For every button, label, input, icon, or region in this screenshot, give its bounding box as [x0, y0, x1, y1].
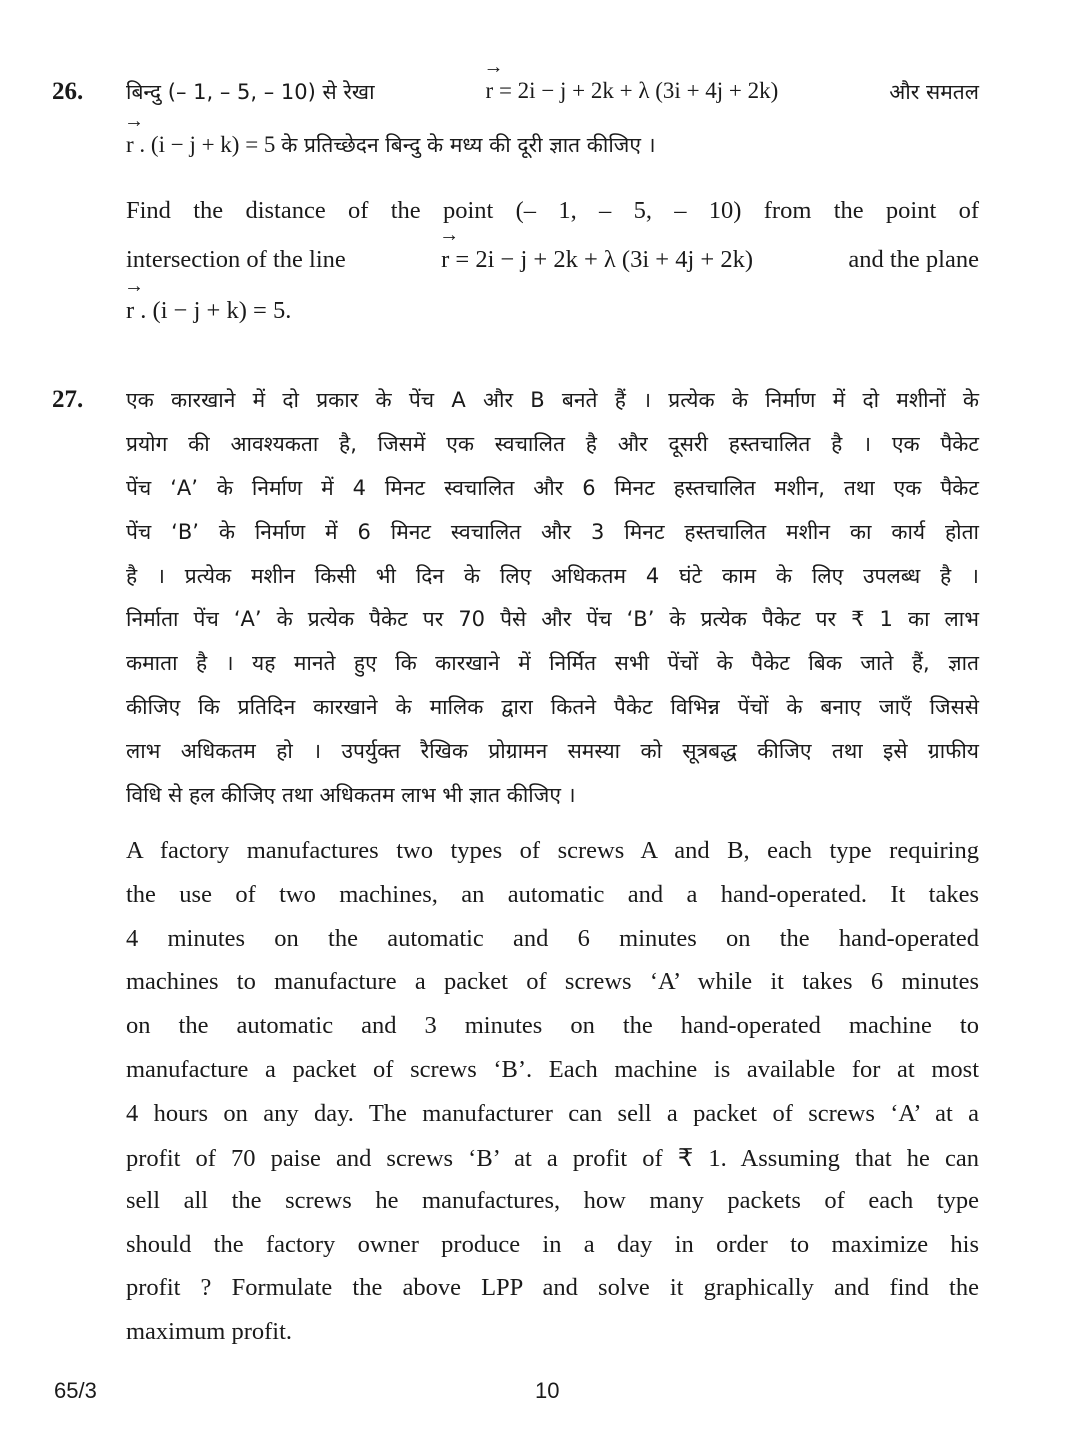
- q26-en-line-1: Find the distance of the point (– 1, – 5, – 10) from the point of: [126, 197, 979, 224]
- equation-text: = 2i − j + 2k + λ (3i + 4j + 2k): [498, 78, 779, 103]
- q27-hindi-line: पेंच ‘A’ के निर्माण में 4 मिनट स्वचालित और 6 मिनट हस्तचालित मशीन, तथा एक पैकेट: [126, 476, 979, 500]
- q26-hindi-line2-text: के प्रतिच्छेदन बिन्दु के मध्य की दूरी ज्ञात कीजिए ।: [281, 133, 656, 157]
- q27-hindi-line: कमाता है । यह मानते हुए कि कारखाने में निर्मित सभी पेंचों के पैकेट बिक जाते हैं, ज्ञात: [126, 651, 979, 675]
- plane-equation-en: . (i − j + k): [140, 297, 247, 324]
- plane-equation: . (i − j + k) = 5: [139, 132, 276, 157]
- q27-english-line: manufacture a packet of screws ‘B’. Each machine is available for at most: [126, 1056, 979, 1083]
- q27-english-line: 4 minutes on the automatic and 6 minutes on the hand-operated: [126, 925, 979, 952]
- q27-hindi-line: कीजिए कि प्रतिदिन कारखाने के मालिक द्वारा कितने पैकेट विभिन्न पेंचों के बनाए जाएँ जिससे: [126, 695, 979, 719]
- vector-r: r →: [439, 224, 460, 273]
- q26-hindi-line-2: [124, 110, 656, 159]
- q26-line-equation-hi: [483, 56, 779, 106]
- page-number: 10: [535, 1378, 560, 1403]
- q27-english-line: profit of 70 paise and screws ‘B’ at a profit of ₹ 1. Assuming that he can: [126, 1145, 979, 1172]
- q26-hindi-prefix: बिन्दु (– 1, – 5, – 10) से रेखा: [126, 80, 375, 104]
- q26-en-line-3: [124, 275, 292, 325]
- q27-hindi-line: एक कारखाने में दो प्रकार के पेंच A और B बनते हैं । प्रत्येक के निर्माण में दो मशीनों के: [126, 388, 979, 412]
- q26-en-prefix: intersection of the line: [126, 246, 346, 273]
- q27-english-line: maximum profit.: [126, 1318, 293, 1345]
- q26-hindi-suffix: और समतल: [889, 80, 979, 104]
- question-number-26: 26.: [52, 78, 84, 105]
- q26-en-line-2: [126, 224, 979, 274]
- vector-r: r →: [483, 56, 504, 103]
- q27-english-line: 4 hours on any day. The manufacturer can sell a packet of screws ‘A’ at a: [126, 1100, 979, 1127]
- q27-hindi-line: विधि से हल कीजिए तथा अधिकतम लाभ भी ज्ञात कीजिए ।: [126, 783, 576, 807]
- plane-rhs: = 5.: [253, 297, 292, 324]
- q27-english-line: machines to manufacture a packet of screws ‘A’ while it takes 6 minutes: [126, 968, 979, 995]
- q27-english-line: profit ? Formulate the above LPP and solve it graphically and find the: [126, 1274, 979, 1301]
- vector-r: r →: [124, 110, 144, 157]
- q27-english-line: the use of two machines, an automatic and a hand-operated. It takes: [126, 881, 979, 908]
- q27-english-line: should the factory owner produce in a day in order to maximize his: [126, 1231, 979, 1258]
- vector-r: r →: [124, 275, 144, 324]
- q26-en-suffix: and the plane: [848, 246, 979, 273]
- q27-hindi-line: पेंच ‘B’ के निर्माण में 6 मिनट स्वचालित और 3 मिनट हस्तचालित मशीन का कार्य होता: [126, 520, 979, 544]
- q27-hindi-line: प्रयोग की आवश्यकता है, जिसमें एक स्वचालित है और दूसरी हस्तचालित है । एक पैकेट: [126, 432, 979, 456]
- q27-english-line: on the automatic and 3 minutes on the hand-operated machine to: [126, 1012, 979, 1039]
- q27-english-line: sell all the screws he manufactures, how many packets of each type: [126, 1187, 979, 1214]
- q27-hindi-line: लाभ अधिकतम हो । उपर्युक्त रैखिक प्रोग्रामन समस्या को सूत्रबद्ध कीजिए तथा इसे ग्राफीय: [126, 739, 979, 763]
- q26-line-equation-en: [439, 224, 753, 274]
- q27-english-line: A factory manufactures two types of screws A and B, each type requiring: [126, 837, 979, 864]
- q26-hindi-line-1: [126, 56, 979, 106]
- equation-text: = 2i − j + 2k + λ (3i + 4j + 2k): [455, 246, 753, 273]
- q27-hindi-line: निर्माता पेंच ‘A’ के प्रत्येक पैकेट पर 70 पैसे और पेंच ‘B’ के प्रत्येक पैकेट पर ₹ 1 का लाभ: [126, 607, 979, 631]
- paper-code: 65/3: [54, 1378, 97, 1403]
- q27-hindi-line: है । प्रत्येक मशीन किसी भी दिन के लिए अधिकतम 4 घंटे काम के लिए उपलब्ध है ।: [126, 564, 979, 588]
- question-number-27: 27.: [52, 386, 84, 413]
